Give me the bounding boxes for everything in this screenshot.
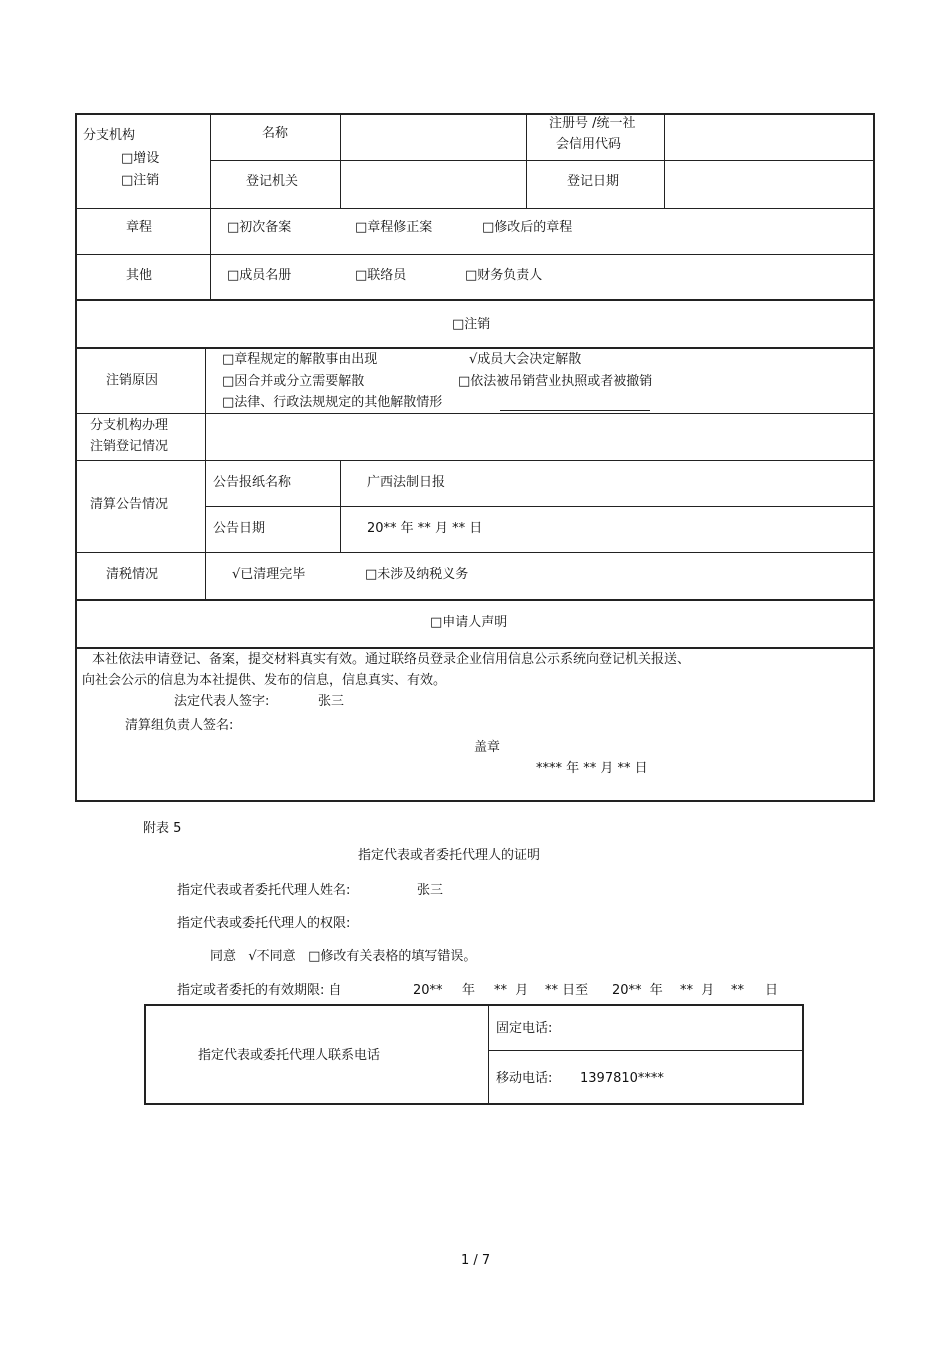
annex-heading: 指定代表或者委托代理人的证明 (358, 848, 541, 863)
validity-month-end: ** 月 (680, 983, 715, 998)
fixed-phone-label: 固定电话: (496, 1021, 553, 1036)
members-list-checkbox[interactable]: □成员名册 (227, 268, 292, 283)
reason-merger-split[interactable]: □因合并或分立需要解散 (222, 374, 365, 389)
tax-label: 清税情况 (106, 567, 159, 582)
declaration-header-checkbox[interactable]: □申请人声明 (430, 615, 508, 630)
announce-date-value: 20** 年 ** 月 ** 日 (367, 521, 483, 536)
phone-table-label: 指定代表或委托代理人联系电话 (198, 1048, 381, 1063)
reason-charter-event[interactable]: □章程规定的解散事由出现 (222, 352, 378, 367)
branch-cancel-checkbox[interactable]: □注销 (121, 173, 160, 188)
seal-label: 盖章 (474, 740, 501, 755)
legal-rep-label: 法定代表人签字: (174, 694, 270, 709)
liaison-checkbox[interactable]: □联络员 (355, 268, 407, 283)
reason-other-law[interactable]: □法律、行政法规规定的其他解散情形 (222, 395, 443, 410)
authority-label: 登记机关 (246, 174, 299, 189)
charter-revised-checkbox[interactable]: □修改后的章程 (482, 220, 573, 235)
liquidation-head-label: 清算组负责人签名: (125, 718, 234, 733)
finance-head-checkbox[interactable]: □财务负责人 (465, 268, 543, 283)
mobile-phone-value: 1397810**** (580, 1071, 664, 1086)
branch-cancel-label-2: 注销登记情况 (90, 439, 169, 454)
reason-other-blank[interactable] (500, 410, 650, 411)
liquidation-label: 清算公告情况 (90, 497, 169, 512)
branch-label: 分支机构 (83, 128, 136, 143)
validity-day-unit: 日 (765, 983, 779, 998)
other-label: 其他 (126, 268, 153, 283)
legal-rep-signature: 张三 (318, 694, 345, 709)
regdate-label: 登记日期 (567, 174, 620, 189)
cancel-header-checkbox[interactable]: □注销 (452, 317, 491, 332)
agent-name-value: 张三 (417, 883, 444, 898)
validity-year-unit: 年 (462, 983, 476, 998)
validity-year-start: 20** (413, 983, 443, 998)
agent-authority-label: 指定代表或委托代理人的权限: (177, 916, 351, 931)
mobile-phone-label: 移动电话: (496, 1071, 553, 1086)
page-number: 1 / 7 (461, 1253, 491, 1268)
branch-cancel-label: 分支机构办理 (90, 418, 169, 433)
reason-license-revoked[interactable]: □依法被吊销营业执照或者被撤销 (458, 374, 653, 389)
agent-name-label: 指定代表或者委托代理人姓名: (177, 883, 351, 898)
validity-month-start: ** 月 (494, 983, 529, 998)
charter-initial-checkbox[interactable]: □初次备案 (227, 220, 292, 235)
declaration-text-2: 向社会公示的信息为本社提供、发布的信息，信息真实、有效。 (82, 673, 447, 688)
agent-authority-options[interactable]: 同意 √不同意 □修改有关表格的填写错误。 (210, 949, 477, 964)
announce-date-label: 公告日期 (213, 521, 266, 536)
name-label: 名称 (262, 126, 289, 141)
reason-members-meeting[interactable]: √成员大会决定解散 (469, 352, 582, 367)
declaration-text: 本社依法申请登记、备案，提交材料真实有效。通过联络员登录企业信用信息公示系统向登记机关报送、 (92, 652, 691, 667)
validity-year-end: 20** 年 (612, 983, 663, 998)
declaration-date: **** 年 ** 月 ** 日 (536, 761, 648, 776)
validity-label: 指定或者委托的有效期限: 自 (177, 983, 342, 998)
charter-label: 章程 (126, 220, 153, 235)
regno-label: 注册号 /统一社 (549, 116, 636, 131)
annex-title: 附表 5 (143, 821, 182, 836)
cancel-reason-label: 注销原因 (106, 373, 159, 388)
tax-none-checkbox[interactable]: □未涉及纳税义务 (365, 567, 469, 582)
branch-add-checkbox[interactable]: □增设 (121, 151, 160, 166)
paper-name-value: 广西法制日报 (367, 475, 446, 490)
validity-day-start: ** 日至 (545, 983, 589, 998)
validity-day-end: ** (731, 983, 744, 998)
paper-name-label: 公告报纸名称 (213, 475, 292, 490)
tax-cleared-checkbox[interactable]: √已清理完毕 (232, 567, 306, 582)
charter-amendment-checkbox[interactable]: □章程修正案 (355, 220, 433, 235)
regno-label-2: 会信用代码 (556, 137, 622, 152)
